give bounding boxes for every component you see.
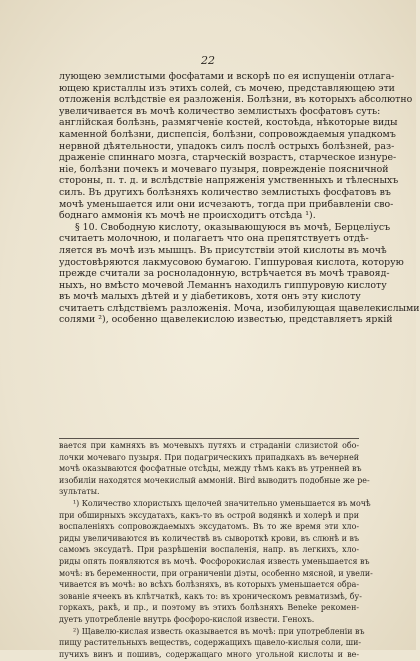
text-line: ющею кристаллы изъ этихъ солей, съ мочею, представляющею эти (59, 82, 395, 94)
footnotes (59, 441, 373, 661)
footnote-line: ¹) Количество хлористыхъ щелочей значительно уменьшается въ мочѣ (73, 498, 371, 508)
text-line: § 10. Свободную кислоту, оказывающуюся въ мочѣ, Берцеліусъ (75, 221, 391, 233)
text-line: ніе, болѣзни почекъ и мочеваго пузыря, поврежденіе поясничной (59, 163, 389, 175)
main-text (59, 71, 420, 326)
text-line: увеличивается въ мочѣ количество землистыхъ фосфатовъ суть: (59, 105, 381, 117)
footnote-line: лочки мочеваго пузыря. При подагрическихъ припадкахъ въ вечерней (59, 452, 359, 462)
footnote-line: при обширныхъ эксудатахъ, какъ-то въ острой водянкѣ и холерѣ и при (59, 510, 359, 520)
text-line: считаетъ слѣдствіемъ разложенія. Моча, изобилующая щавелекислыми (59, 302, 420, 314)
footnote-line: изобиліи находятся мочекислый аммоній. Bird выводитъ подобные же ре- (59, 475, 370, 485)
text-line: считаетъ молочною, и полагаетъ что она препятствуетъ отдѣ- (59, 233, 369, 245)
text-line: каменной болѣзни, диспепсія, болѣзни, сопровождаемыя упадкомъ (59, 128, 396, 140)
text-line: англійская болѣзнь, размягченіе костей, костоѣда, нѣкоторые виды (59, 117, 398, 129)
text-line: удостовѣряются лакмусовою бумагою. Гиппуровая кислота, которую (59, 256, 404, 268)
footnote-line: чивается въ мочѣ: во всѣхъ болѣзняхъ, въ которыхъ уменьшается обра- (59, 580, 359, 590)
text-line: лующею землистыми фосфатами и вскорѣ по ея испущеніи отлага- (59, 71, 395, 82)
text-line: нервной дѣятельности, упадокъ силъ послѣ острыхъ болѣзней, раз- (59, 140, 395, 152)
footnote-line: риды опять появляются въ мочѣ. Фосфорокислая известь уменьшается въ (59, 556, 370, 566)
text-line: въ мочѣ малыхъ дѣтей и у діабетиковъ, хотя онъ эту кислоту (59, 291, 361, 303)
text-line: отложенія вслѣдствіе ея разложенія. Болѣзни, въ которыхъ абсолютно (59, 94, 413, 106)
footnote-line: ²) Щавелю-кислая известь оказывается въ мочѣ: при употребленіи въ (73, 626, 365, 636)
text-line: мочѣ уменьшается или они исчезаютъ, тогда при прибавленіи сво- (59, 198, 394, 210)
footnote-line: воспаленіяхъ сопровождаемыхъ эксудатомъ. Въ то же время эти хло- (59, 522, 359, 532)
footnote-line: самомъ эксудатѣ. При разрѣшеніи воспаленія, напр. въ легкихъ, хло- (59, 545, 359, 555)
footnote-line: зультаты. (59, 487, 100, 497)
text-line: драженіе спиннаго мозга, старческій возрастъ, старческое изнуре- (59, 152, 397, 164)
footnote-line: риды увеличиваются въ количествѣ въ сывороткѣ крови, въ слюнѣ и въ (59, 533, 359, 543)
text-line: ныхъ, но вмѣсто мочевой Леманнъ находилъ гиппуровую кислоту (59, 279, 387, 291)
footnote-separator (59, 438, 359, 439)
footnote-line: зованіе ячеекъ въ клѣтчаткѣ, какъ то: въ хроническомъ ревматизмѣ, бу- (59, 591, 362, 601)
text-line: боднаго аммонія къ мочѣ не происходитъ отсѣда ¹). (59, 210, 316, 222)
footnote-line: пищу растительныхъ веществъ, содержащихъ щавело-кислыя соли, ши- (59, 638, 362, 648)
page-number: 22 (201, 54, 215, 67)
footnote-line: горкахъ, ракѣ, и пр., и поэтому въ этихъ болѣзняхъ Beneke рекомен- (59, 603, 359, 613)
footnote-line: дуетъ употребленіе внутрь фосфоро-кислой извести. Генохъ. (59, 614, 315, 624)
footnote-line: вается при камняхъ въ мочевыхъ путяхъ и страданіи слизистой обо- (59, 441, 359, 450)
text-line: силъ. Въ другихъ болѣзняхъ количество землистыхъ фосфатовъ въ (59, 186, 391, 198)
text-line: прежде считали за росноладонную, встрѣчается въ мочѣ травояд- (59, 268, 390, 280)
text-line: стороны, п. т. д. и вслѣдствіе напряженія умственныхъ и тѣлесныхъ (59, 175, 399, 187)
footnote-line: мочѣ оказываются фосфатные отсѣды, между тѣмъ какъ въ утренней въ (59, 464, 362, 474)
text-line: солями ²), особенно щавелекислою известью, представляетъ яркій (59, 314, 393, 326)
footnote-line: мочѣ: въ беременности, при ограниченіи діэты, особенно мясной, и увели- (59, 568, 373, 578)
footnote-line: пучихъ винъ и пошивъ, содержащаго много угольной кислоты и ве- (59, 649, 359, 659)
text-line: ляется въ мочѣ изъ мышцъ. Въ присутствіи этой кислоты въ мочѣ (59, 244, 387, 256)
